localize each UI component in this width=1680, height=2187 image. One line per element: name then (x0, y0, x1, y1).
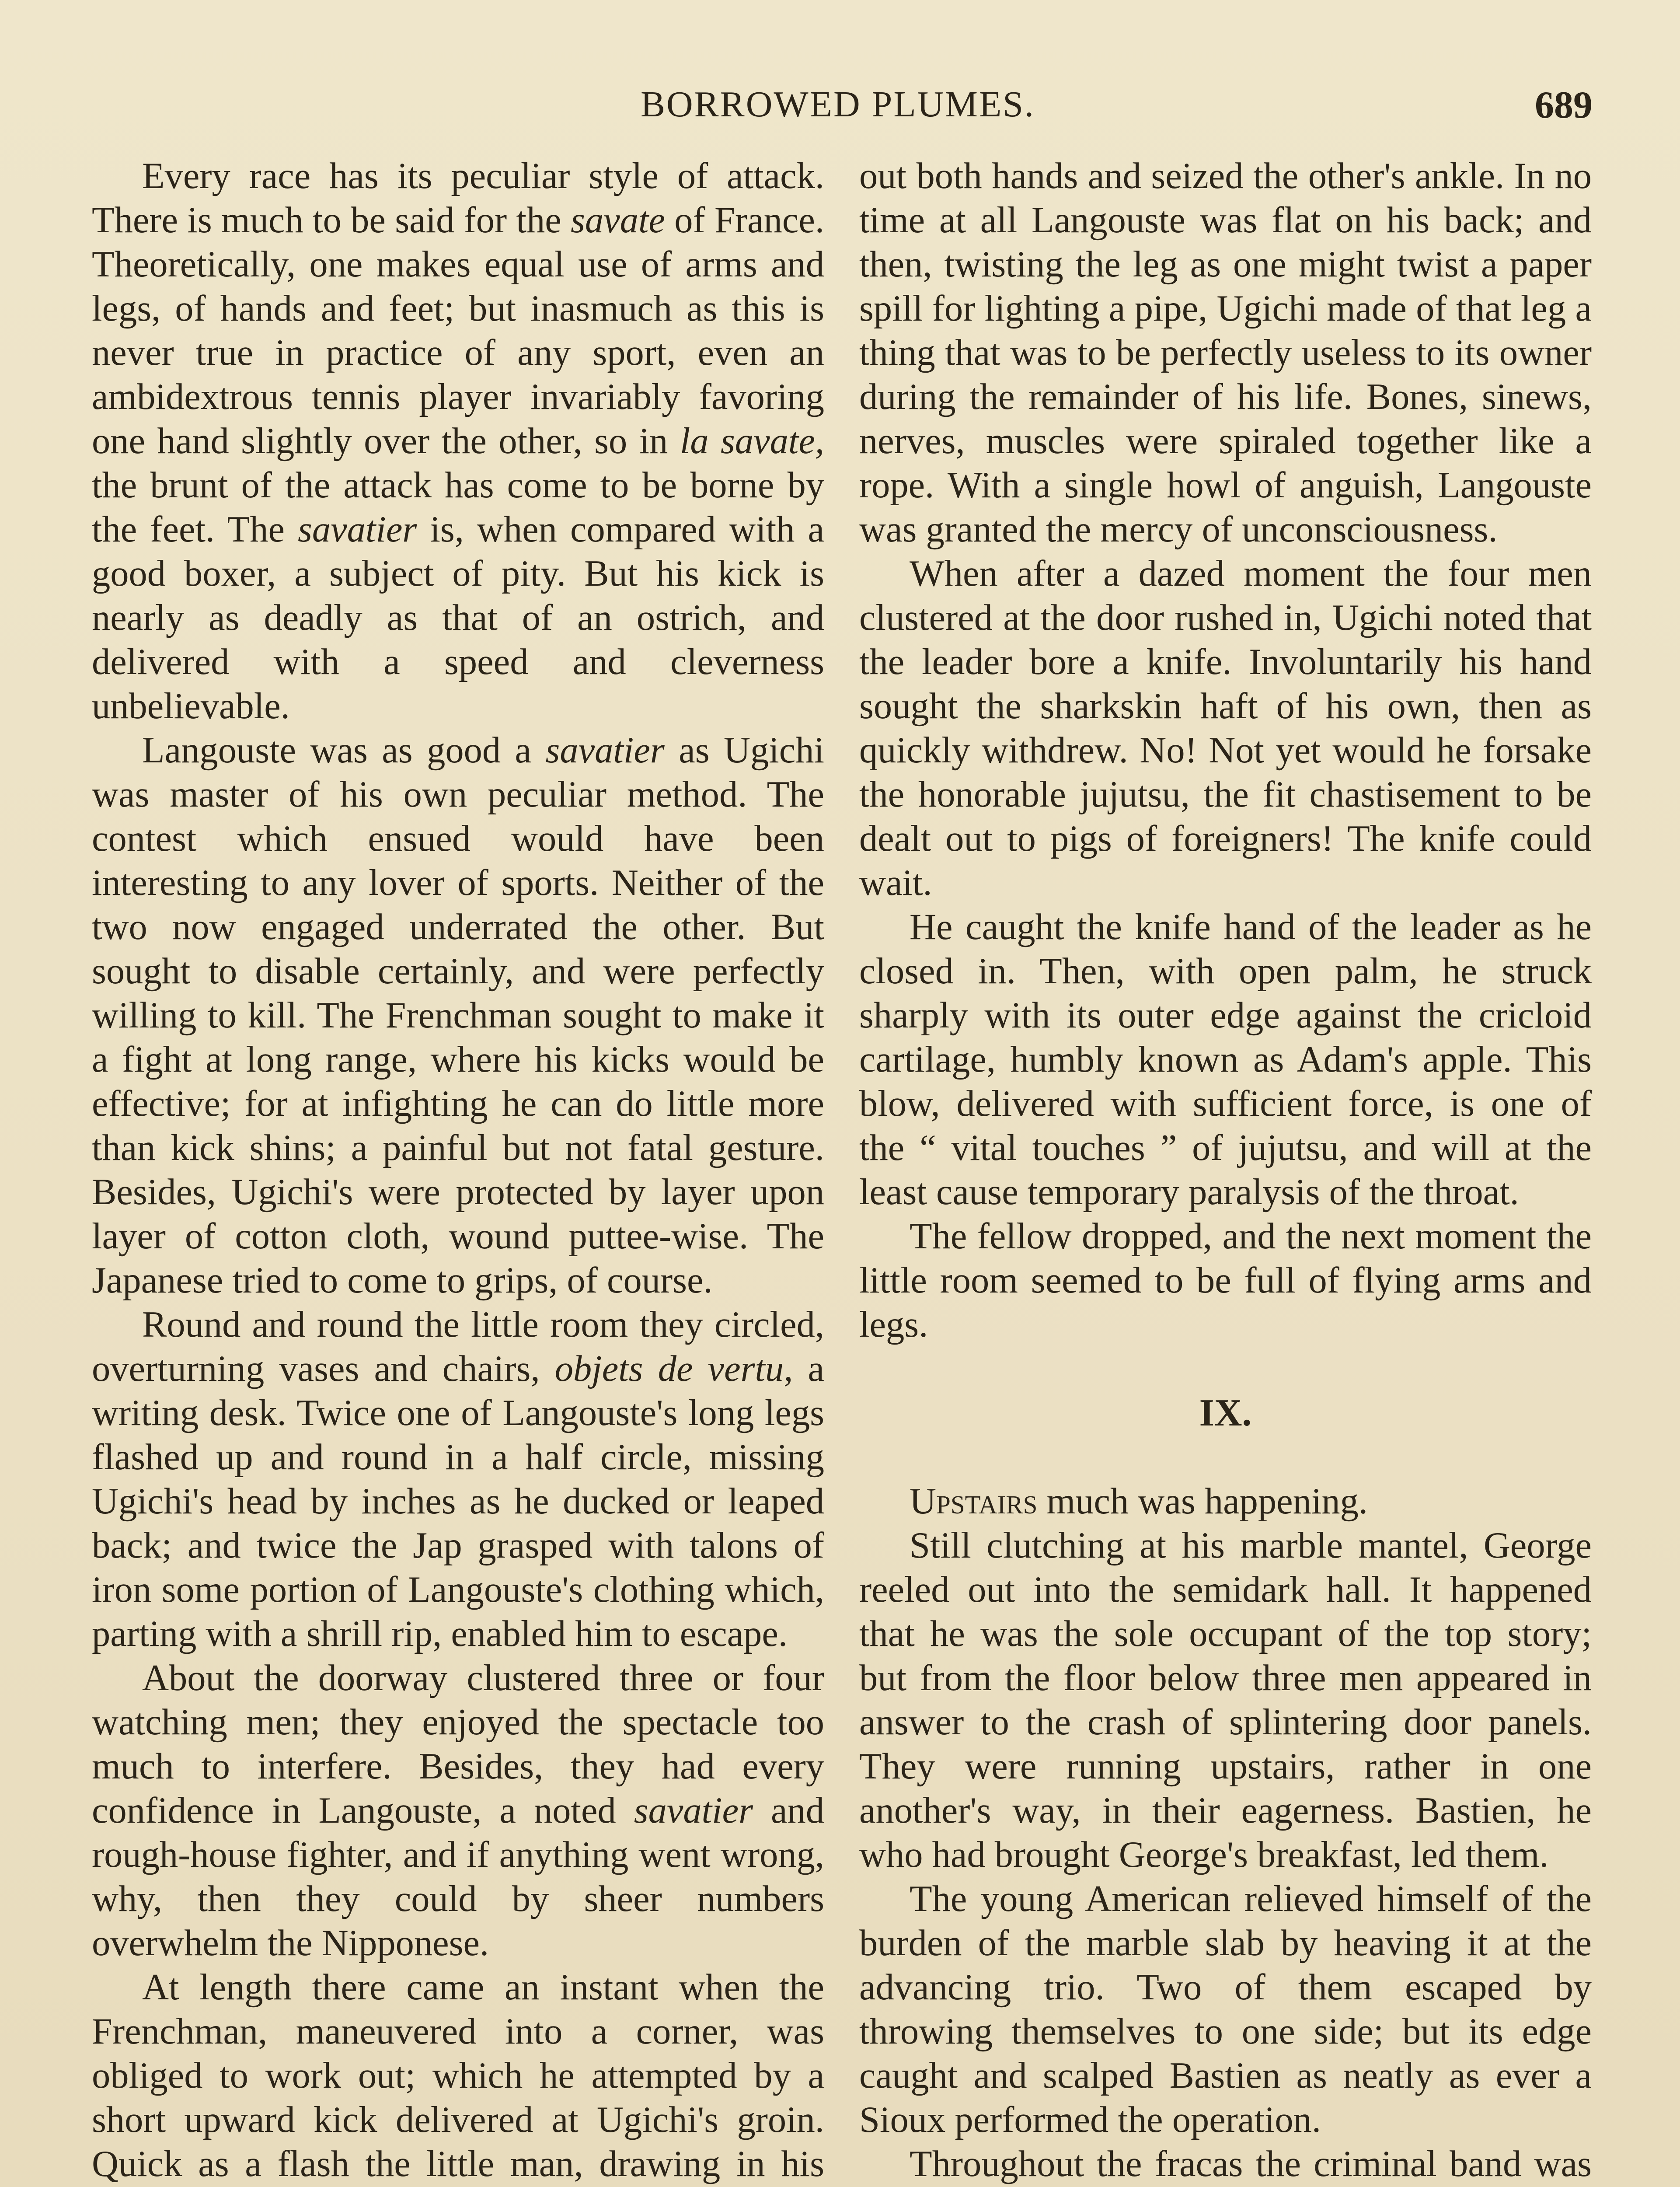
paragraph: The fellow dropped, and the next moment the little room seemed to be full of flying arms and legs. (859, 1216, 1592, 1345)
paragraph: out both hands and seized the other's ankle. In no time at all Langouste was flat on his back; and then, twisting the leg as one might twist a paper spill for lighting a pipe, Ugichi made of that leg a thing that was to be perfectly useless to its owner during the remainder of his life. Bones, sinews, nerves, muscles were spiraled together like a rope. With a single howl of anguish, Langouste was granted the mercy of unconsciousness. (859, 156, 1592, 550)
right-column (859, 154, 1592, 2187)
paragraph: Upstairs much was happening. (910, 1481, 1368, 1522)
paragraph: At length there came an instant when the Frenchman, maneuvered into a corner, was obliged to work out; which he attempted by a short upward kick delivered at Ugichi's groin. Quick as a flash the little man, drawing in his (92, 1967, 824, 2184)
paragraph: Langouste was as good a savatier as Ugichi was master of his own peculiar method. The contest which ensued would have been interesting to any lover of sports. Neither of the two now engaged underrated the other. But sought to disable certainly, and were perfectly willing to kill. The Frenchman sought to make it a fight at long range, where his kicks would be effective; for at infighting he can do little more than kick shins; a painful but not fatal gesture. Besides, Ugichi's were protected by layer upon layer of cotton cloth, wound puttee-wise. The Japanese tried to come to grips, of course. (92, 730, 825, 1301)
section-heading: IX. (1199, 1392, 1252, 1434)
paragraph: Throughout the fracas the criminal band was (910, 2144, 1592, 2184)
running-head: BORROWED PLUMES. (640, 84, 1035, 125)
page-number: 689 (1535, 84, 1593, 126)
small-caps-lead: Upstairs (910, 1481, 1038, 1522)
left-column (92, 154, 824, 2187)
paragraph: Every race has its peculiar style of attack. There is much to be said for the savate of France. Theoretically, one makes equal use of arms and legs, of hands and feet; but inasmuch as this is never true in practice of any sport, even an ambidextrous tennis player invariably favoring one hand slightly over the other, so in la savate, the brunt of the attack has come to be borne by the feet. The savatier is, when compared with a good boxer, a subject of pity. But his kick is nearly as deadly as that of an ostrich, and delivered with a speed and cleverness unbelievable. (92, 156, 825, 727)
paragraph: About the doorway clustered three or four watching men; they enjoyed the spectacle too much to interfere. Besides, they had every confidence in Langouste, a noted savatier and rough-house fighter, and if anything went wrong, why, then they could by sheer numbers overwhelm the Nipponese. (92, 1658, 824, 1963)
paragraph: The young American relieved himself of the burden of the marble slab by heaving it at the advancing trio. Two of them escaped by throwing themselves to one side; but its edge caught and scalped Bastien as neatly as ever a Sioux performed the operation. (859, 1879, 1592, 2140)
paragraph: He caught the knife hand of the leader as he closed in. Then, with open palm, he struck sharply with its outer edge against the cricloid cartilage, humbly known as Adam's apple. This blow, delivered with sufficient force, is one of the “ vital touches ” of jujutsu, and will at the least cause temporary paralysis of the throat. (859, 907, 1592, 1212)
page-header (83, 83, 1593, 131)
paragraph: Still clutching at his marble mantel, George reeled out into the semidark hall. It happened that he was the sole occupant of the top story; but from the floor below three men appeared in answer to the crash of splintering door panels. They were running upstairs, rather in one another's way, in their eagerness. Bastien, he who had brought George's breakfast, led them. (859, 1525, 1592, 1875)
paragraph: When after a dazed moment the four men clustered at the door rushed in, Ugichi noted that the leader bore a knife. Involuntarily his hand sought the sharkskin haft of his own, then as quickly withdrew. No! Not yet would he forsake the honorable jujutsu, the fit chastisement to be dealt out to pigs of foreigners! The knife could wait. (859, 553, 1592, 903)
paragraph: Round and round the little room they circled, overturning vases and chairs, objets de vertu, a writing desk. Twice one of Langouste's long legs flashed up and round in a half circle, missing Ugichi's head by inches as he ducked or leaped back; and twice the Jap grasped with talons of iron some portion of Langouste's clothing which, parting with a shrill rip, enabled him to escape. (92, 1304, 824, 1654)
